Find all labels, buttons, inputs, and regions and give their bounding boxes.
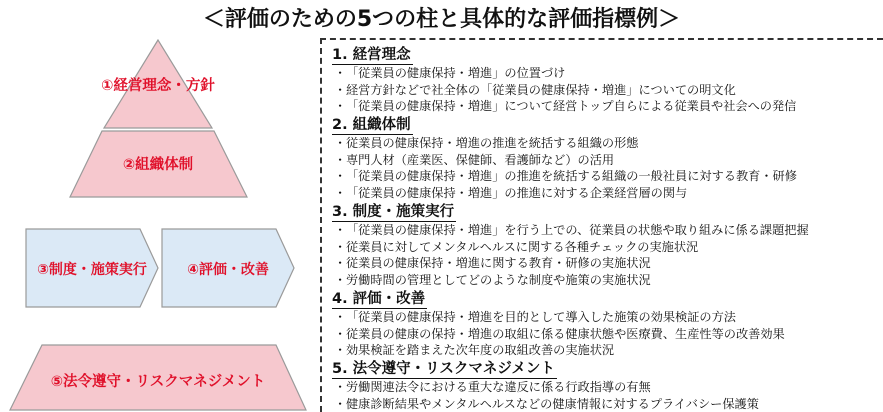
list-item: ・ 「従業員の健康保持・増進」の位置づけ xyxy=(334,66,566,80)
list-item: ・ 労働関連法令における重大な違反に係る行政指導の有無 xyxy=(334,380,651,394)
section-4 xyxy=(332,288,785,359)
pillar-label-2: ②組織体制 xyxy=(122,157,194,173)
list-item: ・ 従業員の健康の保持・増進の取組に係る健康状態や医療費、生産性等の改善効果 xyxy=(334,326,785,341)
section-5 xyxy=(332,358,759,412)
list-item: ・ 「従業員の健康保持・増進」を行う上での、従業員の状態や取り組みに係る課題把握 xyxy=(334,223,809,237)
indicator-panel xyxy=(320,38,883,412)
list-item: ・ 「従業員の健康保持・増進」の推進を統括する組織の一般社員に対する教育・研修 xyxy=(334,169,797,183)
section-title-2: 2. 組織体制 xyxy=(332,117,411,133)
section-title-1: 1. 経営理念 xyxy=(332,47,411,63)
section-title-4: 4. 評価・改善 xyxy=(332,291,426,307)
list-item: ・ 「従業員の健康保持・増進」について経営トップ自らによる従業員や社会への発信 xyxy=(334,99,797,113)
list-item: ・ 効果検証を踏まえた次年度の取組改善の実施状況 xyxy=(334,343,615,357)
list-item: ・ 経営方針などで社全体の「従業員の健康保持・増進」についての明文化 xyxy=(334,82,736,97)
list-item: ・ 従業員の健康保持・増進の推進を統括する組織の形態 xyxy=(334,136,639,150)
section-2 xyxy=(332,114,797,201)
pillar-label-1: ①経営理念・方針 xyxy=(101,78,215,94)
list-item: ・ 労働時間の管理としてどのような制度や施策の実施状況 xyxy=(334,272,651,287)
page-title: ＜評価のための5つの柱と具体的な評価指標例＞ xyxy=(202,7,681,32)
list-item: ・ 従業員に対してメンタルヘルスに関する各種チェックの実施状況 xyxy=(334,239,699,254)
list-item: ・ 「従業員の健康保持・増進」の推進に対する企業経営層の関与 xyxy=(334,185,688,200)
section-3 xyxy=(332,201,809,288)
list-item: ・ 健康診断結果やメンタルヘルスなどの健康情報に対するプライバシー保護策 xyxy=(334,396,759,411)
list-item: ・ 「従業員の健康保持・増進を目的として導入した施策の効果検証の方法 xyxy=(334,310,736,324)
section-title-3: 3. 制度・施策実行 xyxy=(332,204,455,220)
section-title-5: 5. 法令遵守・リスクマネジメント xyxy=(332,361,555,377)
pillar-label-5: ⑤法令遵守・リスクマネジメント xyxy=(50,374,266,390)
list-item: ・ 専門人材（産業医、保健師、看護師など）の活用 xyxy=(334,152,615,167)
list-item: ・ 従業員の健康保持・増進に関する教育・研修の実施状況 xyxy=(334,256,651,270)
pillar-diagram xyxy=(0,0,320,412)
section-1 xyxy=(332,44,796,115)
pillar-label-4: ④評価・改善 xyxy=(187,262,269,278)
pillar-label-3: ③制度・施策実行 xyxy=(37,262,147,278)
